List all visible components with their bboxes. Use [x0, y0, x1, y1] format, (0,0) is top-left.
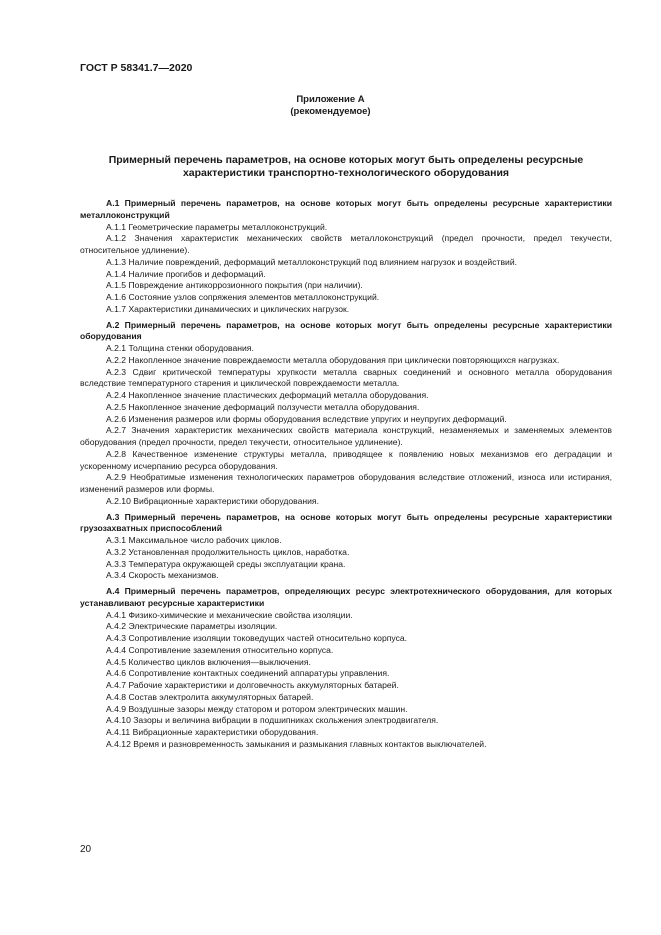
annex-title: Приложение А — [296, 94, 365, 105]
list-item: А.3.4 Скорость механизмов. — [106, 570, 219, 581]
list-item: А.4.3 Сопротивление изоляции токоведущих частей относительно корпуса. — [106, 633, 408, 643]
list-item: А.2.1 Толщина стенки оборудования. — [106, 343, 254, 353]
list-item: А.2.6 Изменения размеров или формы оборудования вследствие упругих и неупругих деформаций. — [106, 413, 507, 424]
list-item: А.4.5 Количество циклов включения—выключения. — [106, 656, 311, 667]
section-heading: А.1 Примерный перечень параметров, на основе которых могут быть определены ресурсные характеристики металлоконструкций — [80, 198, 612, 220]
standard-number: ГОСТ Р 58341.7—2020 — [80, 62, 193, 74]
list-item: А.2.3 Сдвиг критической температуры хрупкости металла сварных соединений и основного металла оборудования вследствие температурного старения и циклической повреждаемости металла. — [80, 366, 612, 389]
list-item: А.4.8 Состав электролита аккумуляторных батарей. — [106, 691, 314, 702]
list-item: А.2.10 Вибрационные характеристики оборудования. — [106, 495, 319, 506]
list-item: А.2.9 Необратимые изменения технологических параметров оборудования вследствие отложений, износа или истирания, изменений размеров или формы. — [80, 472, 612, 494]
list-item: А.2.5 Накопленное значение деформаций ползучести металла оборудования. — [106, 401, 420, 412]
list-item: А.4.4 Сопротивление заземления относительно корпуса. — [106, 644, 334, 655]
document-body — [80, 198, 612, 751]
list-item: А.4.9 Воздушные зазоры между статором и ротором электрических машин. — [106, 703, 408, 714]
list-item: А.4.6 Сопротивление контактных соединений аппаратуры управления. — [106, 668, 390, 679]
list-item: А.3.2 Установленная продолжительность циклов, наработка. — [106, 546, 350, 557]
list-item: А.1.7 Характеристики динамических и циклических нагрузок. — [106, 303, 350, 314]
main-title: Примерный перечень параметров, на основе которых могут быть определены ресурсные характеристики транспортно-технологического оборудования — [108, 154, 584, 179]
list-item: А.1.3 Наличие повреждений, деформаций металлоконструкций под влиянием нагрузок и воздействий. — [106, 256, 518, 267]
list-item: А.1.2 Значения характеристик механических свойств металлоконструкций (предел прочности, предел текучести, относительное удлинение). — [80, 233, 612, 255]
list-item: А.2.4 Накопленное значение пластических деформаций металла оборудования. — [106, 390, 429, 400]
list-item: А.4.11 Вибрационные характеристики оборудования. — [106, 727, 319, 737]
page-number: 20 — [80, 844, 92, 855]
list-item: А.1.5 Повреждение антикоррозионного покрытия (при наличии). — [106, 280, 363, 291]
list-item: А.2.8 Качественное изменение структуры металла, приводящее к появлению новых механизмов его деградации и ускоренному исчерпанию ресурса оборудования. — [80, 448, 612, 471]
list-item: А.4.1 Физико-химические и механические свойства изоляции. — [106, 609, 353, 620]
list-item: А.3.1 Максимальное число рабочих циклов. — [106, 535, 282, 545]
list-item: А.1.6 Состояние узлов сопряжения элементов металлоконструкций. — [106, 292, 380, 302]
list-item: А.4.7 Рабочие характеристики и долговечность аккумуляторных батарей. — [106, 680, 399, 690]
list-item: А.3.3 Температура окружающей среды эксплуатации крана. — [106, 558, 346, 569]
list-item: А.2.7 Значения характеристик механических свойств материала конструкций, незаменяемых и заменяемых элементов оборудования (предел прочности, предел текучести, относительное удлинение). — [80, 425, 612, 447]
list-item: А.1.4 Наличие прогибов и деформаций. — [106, 268, 266, 279]
list-item: А.4.12 Время и разновременность замыкания и размыкания главных контактов выключателей. — [106, 738, 487, 749]
section-heading: А.2 Примерный перечень параметров, на основе которых могут быть определены ресурсные характеристики оборудования — [80, 319, 612, 342]
section-heading: А.3 Примерный перечень параметров, на основе которых могут быть определены ресурсные характеристики грузозахватных приспособлений — [80, 511, 612, 534]
list-item: А.2.2 Накопленное значение повреждаемости металла оборудования при циклически повторяющихся нагрузках. — [106, 354, 560, 365]
annex-subtitle: (рекомендуемое) — [290, 106, 371, 117]
list-item: А.4.2 Электрические параметры изоляции. — [106, 621, 278, 632]
list-item: А.4.10 Зазоры и величина вибрации в подшипниках скольжения электродвигателя. — [106, 715, 439, 726]
section-heading: А.4 Примерный перечень параметров, определяющих ресурс электротехнического оборудования, для которых устанавливают ресурсные характеристики — [80, 586, 612, 608]
list-item: А.1.1 Геометрические параметры металлоконструкций. — [106, 221, 328, 232]
